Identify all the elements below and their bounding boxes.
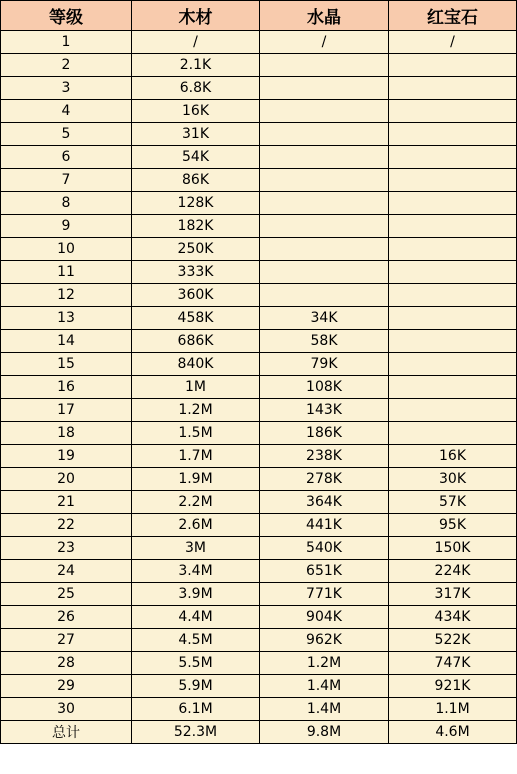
- wood-cell: 4.4M: [132, 606, 260, 629]
- level-cell: 15: [1, 353, 132, 376]
- wood-cell: 1.5M: [132, 422, 260, 445]
- wood-cell: 2.1K: [132, 54, 260, 77]
- wood-cell: 1.7M: [132, 445, 260, 468]
- table-row: [1, 31, 517, 54]
- table-row: [1, 491, 517, 514]
- ruby-cell: [389, 376, 517, 399]
- wood-cell: 2.6M: [132, 514, 260, 537]
- ruby-cell: 317K: [389, 583, 517, 606]
- level-cell: 11: [1, 261, 132, 284]
- level-cell: 17: [1, 399, 132, 422]
- ruby-cell: [389, 353, 517, 376]
- table-row: [1, 77, 517, 100]
- ruby-cell: 57K: [389, 491, 517, 514]
- ruby-cell: 434K: [389, 606, 517, 629]
- crystal-cell: 771K: [260, 583, 389, 606]
- ruby-cell: [389, 284, 517, 307]
- level-cell: 8: [1, 192, 132, 215]
- ruby-cell: [389, 192, 517, 215]
- table-body: [1, 31, 517, 744]
- total-row: [1, 721, 517, 744]
- wood-cell: 6.1M: [132, 698, 260, 721]
- table-row: [1, 146, 517, 169]
- table-row: [1, 100, 517, 123]
- table-row: [1, 629, 517, 652]
- ruby-cell: [389, 307, 517, 330]
- crystal-cell: 364K: [260, 491, 389, 514]
- ruby-cell: 747K: [389, 652, 517, 675]
- crystal-cell: 651K: [260, 560, 389, 583]
- level-cell: 1: [1, 31, 132, 54]
- wood-cell: 458K: [132, 307, 260, 330]
- ruby-cell: [389, 54, 517, 77]
- crystal-cell: [260, 284, 389, 307]
- table-row: [1, 422, 517, 445]
- level-cell: 26: [1, 606, 132, 629]
- wood-cell: 54K: [132, 146, 260, 169]
- header-row: [1, 1, 517, 31]
- table-row: [1, 514, 517, 537]
- wood-cell: 2.2M: [132, 491, 260, 514]
- wood-cell: 3.9M: [132, 583, 260, 606]
- crystal-cell: 143K: [260, 399, 389, 422]
- crystal-cell: [260, 192, 389, 215]
- table-row: [1, 284, 517, 307]
- ruby-cell: 1.1M: [389, 698, 517, 721]
- level-cell: 9: [1, 215, 132, 238]
- level-cell: 5: [1, 123, 132, 146]
- header-crystal: 水晶: [260, 1, 389, 31]
- crystal-cell: [260, 169, 389, 192]
- table-row: [1, 606, 517, 629]
- ruby-cell: /: [389, 31, 517, 54]
- wood-cell: 1.2M: [132, 399, 260, 422]
- crystal-cell: 238K: [260, 445, 389, 468]
- table-row: [1, 675, 517, 698]
- level-cell: 20: [1, 468, 132, 491]
- wood-cell: /: [132, 31, 260, 54]
- level-cell: 30: [1, 698, 132, 721]
- level-cell: 24: [1, 560, 132, 583]
- table-row: [1, 445, 517, 468]
- ruby-cell: [389, 238, 517, 261]
- level-cell: 12: [1, 284, 132, 307]
- header-ruby: 红宝石: [389, 1, 517, 31]
- ruby-cell: [389, 77, 517, 100]
- table-header: [1, 1, 517, 31]
- table-row: [1, 652, 517, 675]
- crystal-cell: 1.4M: [260, 675, 389, 698]
- crystal-cell: 186K: [260, 422, 389, 445]
- level-cell: 10: [1, 238, 132, 261]
- level-cell: 6: [1, 146, 132, 169]
- table-row: [1, 192, 517, 215]
- wood-cell: 5.9M: [132, 675, 260, 698]
- level-cell: 29: [1, 675, 132, 698]
- wood-cell: 686K: [132, 330, 260, 353]
- table-row: [1, 468, 517, 491]
- table-row: [1, 537, 517, 560]
- header-wood: 木材: [132, 1, 260, 31]
- wood-cell: 3M: [132, 537, 260, 560]
- wood-cell: 16K: [132, 100, 260, 123]
- level-cell: 19: [1, 445, 132, 468]
- level-cell: 16: [1, 376, 132, 399]
- ruby-cell: [389, 215, 517, 238]
- wood-cell: 250K: [132, 238, 260, 261]
- crystal-cell: 278K: [260, 468, 389, 491]
- total-label: 总计: [1, 721, 132, 744]
- ruby-cell: [389, 169, 517, 192]
- level-cell: 4: [1, 100, 132, 123]
- table-row: [1, 353, 517, 376]
- table-row: [1, 307, 517, 330]
- level-cell: 18: [1, 422, 132, 445]
- ruby-cell: [389, 399, 517, 422]
- wood-cell: 182K: [132, 215, 260, 238]
- ruby-cell: 224K: [389, 560, 517, 583]
- crystal-cell: [260, 261, 389, 284]
- ruby-cell: [389, 100, 517, 123]
- crystal-cell: 79K: [260, 353, 389, 376]
- table-row: [1, 169, 517, 192]
- table-row: [1, 215, 517, 238]
- table-row: [1, 376, 517, 399]
- total-ruby: 4.6M: [389, 721, 517, 744]
- table-row: [1, 560, 517, 583]
- ruby-cell: 150K: [389, 537, 517, 560]
- header-level: 等级: [1, 1, 132, 31]
- ruby-cell: 30K: [389, 468, 517, 491]
- wood-cell: 3.4M: [132, 560, 260, 583]
- ruby-cell: [389, 261, 517, 284]
- crystal-cell: /: [260, 31, 389, 54]
- ruby-cell: [389, 330, 517, 353]
- crystal-cell: [260, 100, 389, 123]
- crystal-cell: [260, 238, 389, 261]
- wood-cell: 31K: [132, 123, 260, 146]
- wood-cell: 840K: [132, 353, 260, 376]
- ruby-cell: [389, 123, 517, 146]
- wood-cell: 86K: [132, 169, 260, 192]
- crystal-cell: [260, 215, 389, 238]
- ruby-cell: [389, 422, 517, 445]
- crystal-cell: 540K: [260, 537, 389, 560]
- crystal-cell: 962K: [260, 629, 389, 652]
- crystal-cell: 1.4M: [260, 698, 389, 721]
- level-cell: 28: [1, 652, 132, 675]
- crystal-cell: 904K: [260, 606, 389, 629]
- table-row: [1, 54, 517, 77]
- crystal-cell: 441K: [260, 514, 389, 537]
- level-cell: 14: [1, 330, 132, 353]
- level-cell: 13: [1, 307, 132, 330]
- level-cell: 7: [1, 169, 132, 192]
- table-row: [1, 123, 517, 146]
- table-row: [1, 261, 517, 284]
- wood-cell: 360K: [132, 284, 260, 307]
- wood-cell: 128K: [132, 192, 260, 215]
- total-wood: 52.3M: [132, 721, 260, 744]
- wood-cell: 1M: [132, 376, 260, 399]
- wood-cell: 5.5M: [132, 652, 260, 675]
- crystal-cell: [260, 77, 389, 100]
- table-row: [1, 583, 517, 606]
- table-row: [1, 399, 517, 422]
- level-cell: 3: [1, 77, 132, 100]
- table-row: [1, 330, 517, 353]
- crystal-cell: 108K: [260, 376, 389, 399]
- crystal-cell: [260, 54, 389, 77]
- ruby-cell: 16K: [389, 445, 517, 468]
- level-cell: 27: [1, 629, 132, 652]
- wood-cell: 6.8K: [132, 77, 260, 100]
- ruby-cell: [389, 146, 517, 169]
- level-cell: 25: [1, 583, 132, 606]
- ruby-cell: 921K: [389, 675, 517, 698]
- ruby-cell: 95K: [389, 514, 517, 537]
- level-cell: 21: [1, 491, 132, 514]
- total-crystal: 9.8M: [260, 721, 389, 744]
- ruby-cell: 522K: [389, 629, 517, 652]
- table-row: [1, 238, 517, 261]
- table-row: [1, 698, 517, 721]
- crystal-cell: 58K: [260, 330, 389, 353]
- crystal-cell: 1.2M: [260, 652, 389, 675]
- level-cell: 23: [1, 537, 132, 560]
- crystal-cell: [260, 123, 389, 146]
- wood-cell: 1.9M: [132, 468, 260, 491]
- crystal-cell: 34K: [260, 307, 389, 330]
- crystal-cell: [260, 146, 389, 169]
- wood-cell: 4.5M: [132, 629, 260, 652]
- wood-cell: 333K: [132, 261, 260, 284]
- level-cell: 2: [1, 54, 132, 77]
- level-cell: 22: [1, 514, 132, 537]
